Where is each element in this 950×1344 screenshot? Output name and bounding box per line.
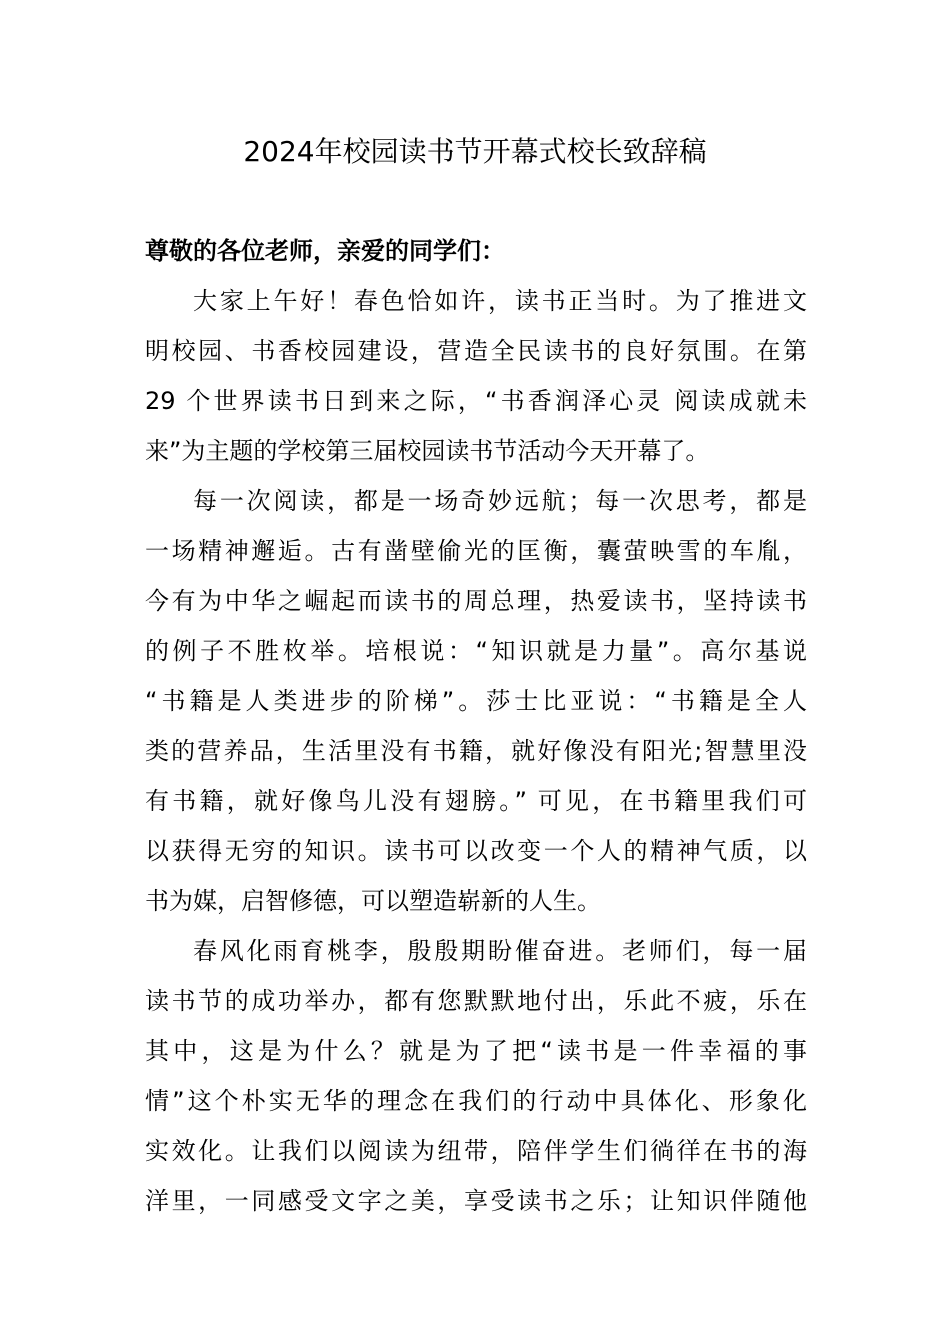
paragraph <box>145 476 807 926</box>
paragraph-line: 有书籍，就好像鸟儿没有翅膀。” 可见，在书籍里我们可 <box>145 787 807 815</box>
paragraph-line: 情”这个朴实无华的理念在我们的行动中具体化、形象化 <box>145 1087 807 1115</box>
paragraph-line: 洋里，一同感受文字之美，享受读书之乐；让知识伴随他 <box>145 1187 807 1215</box>
paragraph-line: 明校园、书香校园建设，营造全民读书的良好氛围。在第 <box>145 337 807 365</box>
paragraph-line: 类的营养品，生活里没有书籍，就好像没有阳光;智慧里没 <box>145 737 807 765</box>
paragraph-line: 大家上午好！春色恰如许，读书正当时。为了推进文 <box>193 287 807 315</box>
paragraph <box>145 276 807 476</box>
paragraph-line: 以获得无穷的知识。读书可以改变一个人的精神气质，以 <box>145 837 807 865</box>
paragraph-line: 实效化。让我们以阅读为纽带，陪伴学生们徜徉在书的海 <box>145 1137 807 1165</box>
paragraph-line: 每一次阅读，都是一场奇妙远航；每一次思考，都是 <box>193 487 807 515</box>
paragraph-line: “书籍是人类进步的阶梯”。莎士比亚说：“书籍是全人 <box>145 687 807 715</box>
paragraph-line: 读书节的成功举办，都有您默默地付出，乐此不疲，乐在 <box>145 987 807 1015</box>
paragraph-line: 其中，这是为什么？就是为了把“读书是一件幸福的事 <box>145 1037 807 1065</box>
paragraph-line: 书为媒，启智修德，可以塑造崭新的人生。 <box>145 887 601 915</box>
salutation: 尊敬的各位老师，亲爱的同学们： <box>145 237 505 265</box>
document-body <box>145 226 807 1226</box>
document-title: 2024年校园读书节开幕式校长致辞稿 <box>243 135 707 168</box>
paragraph-line: 春风化雨育桃李，殷殷期盼催奋进。老师们，每一届 <box>193 937 807 965</box>
paragraph-line: 的例子不胜枚举。培根说：“知识就是力量”。高尔基说 <box>145 637 807 665</box>
paragraph-line: 29 个世界读书日到来之际，“书香润泽心灵 阅读成就未 <box>145 387 807 415</box>
paragraph-line: 来”为主题的学校第三届校园读书节活动今天开幕了。 <box>145 437 710 465</box>
paragraph <box>145 926 807 1226</box>
paragraph-line: 一场精神邂逅。古有凿壁偷光的匡衡，囊萤映雪的车胤， <box>145 537 807 565</box>
paragraph-line: 今有为中华之崛起而读书的周总理，热爱读书，坚持读书 <box>145 587 807 615</box>
